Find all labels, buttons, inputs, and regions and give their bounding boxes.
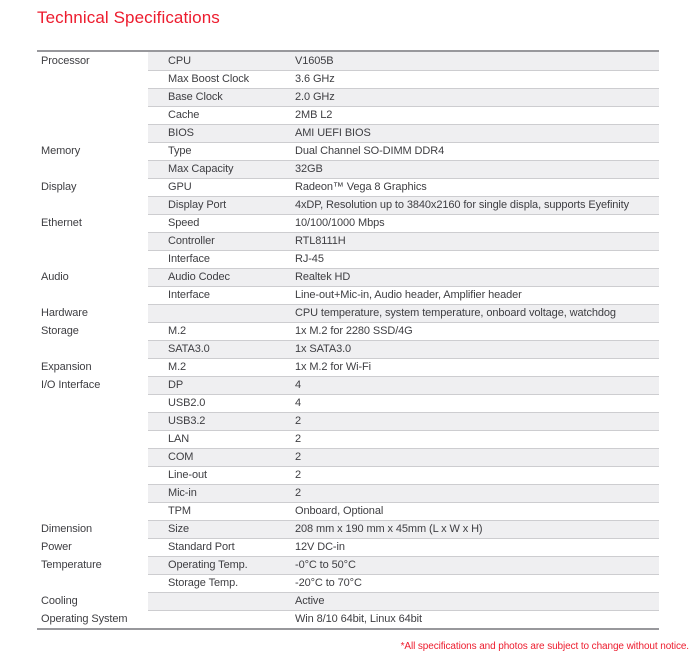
- category-cell: Temperature: [37, 556, 148, 574]
- category-cell: [37, 430, 148, 448]
- spec-label-cell: GPU: [168, 181, 192, 193]
- spec-value-cell: 2.0 GHz: [295, 91, 335, 103]
- spec-value-cell: -20°C to 70°C: [295, 577, 362, 589]
- spec-cells: [148, 124, 659, 142]
- spec-value-cell: 12V DC-in: [295, 541, 345, 553]
- category-cell: [37, 412, 148, 430]
- spec-label-cell: BIOS: [168, 127, 194, 139]
- category-cell: Audio: [37, 268, 148, 286]
- spec-cells: [148, 106, 659, 124]
- table-row: [37, 610, 659, 628]
- table-row: [37, 286, 659, 304]
- spec-value-cell: 10/100/1000 Mbps: [295, 217, 385, 229]
- spec-cells: [148, 52, 659, 70]
- category-cell: Cooling: [37, 592, 148, 610]
- spec-label-cell: Max Boost Clock: [168, 73, 250, 85]
- spec-label-cell: Line-out: [168, 469, 207, 481]
- table-row: [37, 376, 659, 394]
- spec-label-cell: Display Port: [168, 199, 227, 211]
- spec-cells: [148, 142, 659, 160]
- category-cell: Display: [37, 178, 148, 196]
- table-row: [37, 232, 659, 250]
- category-cell: I/O Interface: [37, 376, 148, 394]
- spec-value-cell: -0°C to 50°C: [295, 559, 356, 571]
- category-cell: [37, 88, 148, 106]
- category-cell: [37, 484, 148, 502]
- spec-cells: [148, 304, 659, 322]
- spec-value-cell: V1605B: [295, 55, 334, 67]
- category-cell: [37, 196, 148, 214]
- spec-cells: [148, 268, 659, 286]
- table-row: [37, 466, 659, 484]
- spec-value-cell: 4: [295, 379, 302, 391]
- table-row: [37, 268, 659, 286]
- spec-label-cell: Base Clock: [168, 91, 223, 103]
- table-row: [37, 160, 659, 178]
- category-cell: Hardware: [37, 304, 148, 322]
- spec-cells: [148, 376, 659, 394]
- spec-cells: [148, 160, 659, 178]
- spec-label-cell: Controller: [168, 235, 215, 247]
- footnote: *All specifications and photos are subject to change without notice.: [400, 641, 689, 652]
- spec-cells: [148, 88, 659, 106]
- spec-label-cell: M.2: [168, 325, 187, 337]
- spec-label-cell: DP: [168, 379, 184, 391]
- table-row: [37, 502, 659, 520]
- spec-label-cell: Operating Temp.: [168, 559, 248, 571]
- spec-value-cell: 2: [295, 433, 302, 445]
- category-cell: [37, 124, 148, 142]
- category-cell: Dimension: [37, 520, 148, 538]
- table-row: [37, 322, 659, 340]
- table-row: [37, 394, 659, 412]
- table-row: [37, 538, 659, 556]
- spec-value-cell: 2: [295, 415, 302, 427]
- table-row: [37, 106, 659, 124]
- spec-value-cell: 1x M.2 for 2280 SSD/4G: [295, 325, 413, 337]
- page-title: Technical Specifications: [37, 8, 220, 27]
- spec-label-cell: Interface: [168, 289, 210, 301]
- category-cell: [37, 448, 148, 466]
- table-row: [37, 124, 659, 142]
- table-row: [37, 592, 659, 610]
- spec-label-cell: [148, 305, 295, 322]
- spec-table: [37, 50, 659, 630]
- spec-label-cell: Interface: [168, 253, 210, 265]
- table-row: [37, 214, 659, 232]
- spec-value-cell: 2MB L2: [295, 109, 333, 121]
- spec-value-cell: Realtek HD: [295, 271, 351, 283]
- category-cell: Processor: [37, 52, 148, 70]
- spec-label-cell: USB3.2: [168, 415, 206, 427]
- spec-label-cell: Size: [168, 523, 189, 535]
- table-row: [37, 430, 659, 448]
- spec-cells: [148, 178, 659, 196]
- category-cell: [37, 502, 148, 520]
- category-cell: [37, 70, 148, 88]
- spec-label-cell: Storage Temp.: [168, 577, 239, 589]
- category-cell: [37, 250, 148, 268]
- table-row: [37, 52, 659, 70]
- spec-value-cell: Line-out+Mic-in, Audio header, Amplifier header: [295, 289, 522, 301]
- table-row: [37, 556, 659, 574]
- spec-cells: [148, 412, 659, 430]
- spec-cells: [148, 214, 659, 232]
- spec-value-cell: RJ-45: [295, 253, 324, 265]
- spec-cells: [148, 574, 659, 592]
- spec-label-cell: [148, 593, 295, 610]
- table-row: [37, 142, 659, 160]
- spec-value-cell: 1x M.2 for Wi-Fi: [295, 361, 372, 373]
- spec-value-cell: AMI UEFI BIOS: [295, 127, 371, 139]
- table-row: [37, 484, 659, 502]
- category-cell: Power: [37, 538, 148, 556]
- category-cell: Memory: [37, 142, 148, 160]
- spec-cells: [148, 448, 659, 466]
- category-cell: [37, 466, 148, 484]
- category-cell: Operating System: [37, 610, 148, 628]
- spec-cells: [148, 430, 659, 448]
- category-cell: [37, 574, 148, 592]
- spec-label-cell: SATA3.0: [168, 343, 210, 355]
- table-row: [37, 520, 659, 538]
- spec-value-cell: Radeon™ Vega 8 Graphics: [295, 181, 427, 193]
- table-row: [37, 196, 659, 214]
- spec-cells: [148, 394, 659, 412]
- spec-cells: [148, 196, 659, 214]
- spec-label-cell: Max Capacity: [168, 163, 234, 175]
- table-row: [37, 574, 659, 592]
- spec-value-cell: 32GB: [295, 163, 323, 175]
- spec-value-cell: 4: [295, 397, 302, 409]
- category-cell: [37, 340, 148, 358]
- spec-cells: [148, 286, 659, 304]
- spec-cells: [148, 520, 659, 538]
- category-cell: [37, 286, 148, 304]
- spec-cells: [148, 556, 659, 574]
- spec-cells: [148, 358, 659, 376]
- table-row: [37, 250, 659, 268]
- spec-label-cell: COM: [168, 451, 194, 463]
- table-row: [37, 70, 659, 88]
- spec-label-cell: Standard Port: [168, 541, 235, 553]
- spec-value-cell: CPU temperature, system temperature, onboard voltage, watchdog: [295, 307, 616, 319]
- spec-value-cell: RTL8111H: [295, 235, 346, 247]
- spec-label-cell: Speed: [168, 217, 200, 229]
- spec-cells: [148, 610, 659, 628]
- table-row: [37, 88, 659, 106]
- spec-cells: [148, 502, 659, 520]
- table-row: [37, 412, 659, 430]
- table-row: [37, 448, 659, 466]
- spec-label-cell: USB2.0: [168, 397, 206, 409]
- table-row: [37, 304, 659, 322]
- spec-cells: [148, 484, 659, 502]
- spec-value-cell: 2: [295, 451, 302, 463]
- spec-value-cell: Dual Channel SO-DIMM DDR4: [295, 145, 445, 157]
- spec-cells: [148, 466, 659, 484]
- spec-cells: [148, 592, 659, 610]
- category-cell: Storage: [37, 322, 148, 340]
- spec-value-cell: 2: [295, 487, 302, 499]
- category-cell: [37, 394, 148, 412]
- category-cell: [37, 106, 148, 124]
- spec-value-cell: 4xDP, Resolution up to 3840x2160 for single displa, supports Eyefinity: [295, 199, 630, 211]
- spec-label-cell: Cache: [168, 109, 200, 121]
- spec-label-cell: Audio Codec: [168, 271, 230, 283]
- spec-label-cell: TPM: [168, 505, 191, 517]
- spec-label-cell: Type: [168, 145, 192, 157]
- spec-value-cell: 2: [295, 469, 302, 481]
- category-cell: Ethernet: [37, 214, 148, 232]
- category-cell: [37, 160, 148, 178]
- spec-label-cell: LAN: [168, 433, 190, 445]
- spec-value-cell: Onboard, Optional: [295, 505, 384, 517]
- spec-cells: [148, 232, 659, 250]
- spec-value-cell: 1x SATA3.0: [295, 343, 352, 355]
- spec-label-cell: [148, 611, 295, 628]
- spec-cells: [148, 322, 659, 340]
- spec-cells: [148, 538, 659, 556]
- spec-value-cell: Active: [295, 595, 325, 607]
- spec-value-cell: 208 mm x 190 mm x 45mm (L x W x H): [295, 523, 483, 535]
- spec-label-cell: M.2: [168, 361, 187, 373]
- spec-cells: [148, 250, 659, 268]
- spec-value-cell: 3.6 GHz: [295, 73, 335, 85]
- table-row: [37, 178, 659, 196]
- spec-cells: [148, 70, 659, 88]
- table-row: [37, 340, 659, 358]
- spec-label-cell: Mic-in: [168, 487, 197, 499]
- category-cell: [37, 232, 148, 250]
- table-row: [37, 358, 659, 376]
- category-cell: Expansion: [37, 358, 148, 376]
- spec-value-cell: Win 8/10 64bit, Linux 64bit: [295, 613, 422, 625]
- spec-cells: [148, 340, 659, 358]
- spec-label-cell: CPU: [168, 55, 191, 67]
